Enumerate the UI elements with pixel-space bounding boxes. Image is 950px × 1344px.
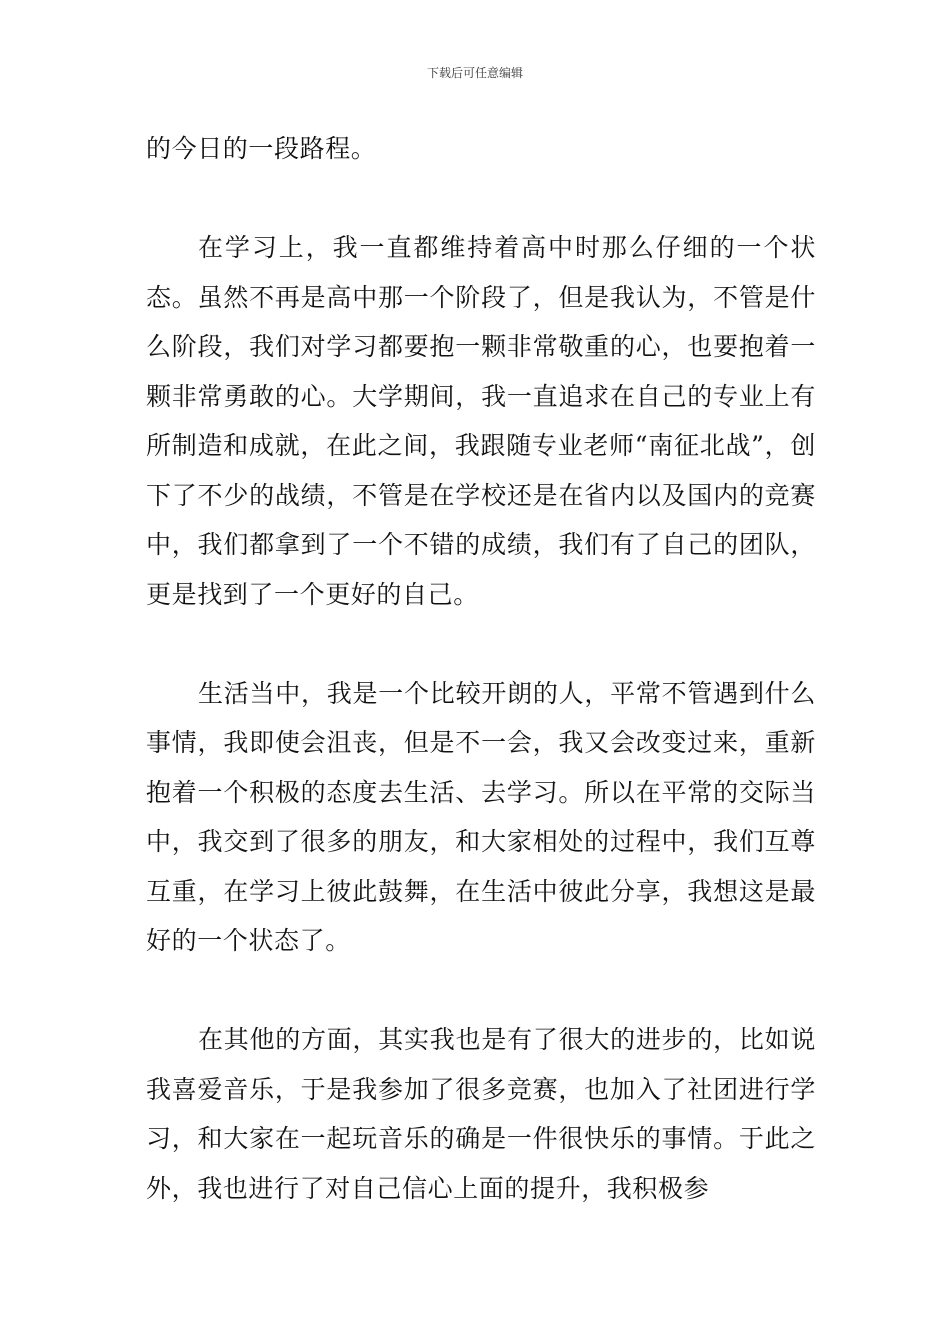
paragraph-gap (146, 619, 816, 669)
paragraph-study: 在学习上，我一直都维持着高中时那么仔细的一个状态。虽然不再是高中那一个阶段了，但是我认为，不管是什么阶段，我们对学习都要抱一颗非常敬重的心，也要抱着一颗非常勇敢的心。大学期间，我一直追求在自己的专业上有所制造和成就，在此之间，我跟随专业老师“南征北战”，创下了不少的战绩，不管是在学校还是在省内以及国内的竞赛中，我们都拿到了一个不错的成绩，我们有了自己的团队，更是找到了一个更好的自己。 (146, 233, 816, 609)
page-header-note: 下载后可任意编辑 (426, 66, 523, 80)
paragraph-gap (146, 966, 816, 1016)
paragraph-life: 生活当中，我是一个比较开朗的人，平常不管遇到什么事情，我即使会沮丧，但是不一会，我又会改变过来，重新抱着一个积极的态度去生活、去学习。所以在平常的交际当中，我交到了很多的朋友，和大家相处的过程中，我们互尊互重，在学习上彼此鼓舞，在生活中彼此分享，我想这是最好的一个状态了。 (146, 678, 816, 955)
paragraph-continuation: 的今日的一段路程。 (146, 134, 377, 163)
paragraph-gap (146, 174, 816, 224)
document-body (146, 124, 816, 1213)
paragraph-other: 在其他的方面，其实我也是有了很大的进步的，比如说我喜爱音乐，于是我参加了很多竞赛，也加入了社团进行学习，和大家在一起玩音乐的确是一件很快乐的事情。于此之外，我也进行了对自己信心上面的提升，我积极参 (146, 1025, 816, 1203)
